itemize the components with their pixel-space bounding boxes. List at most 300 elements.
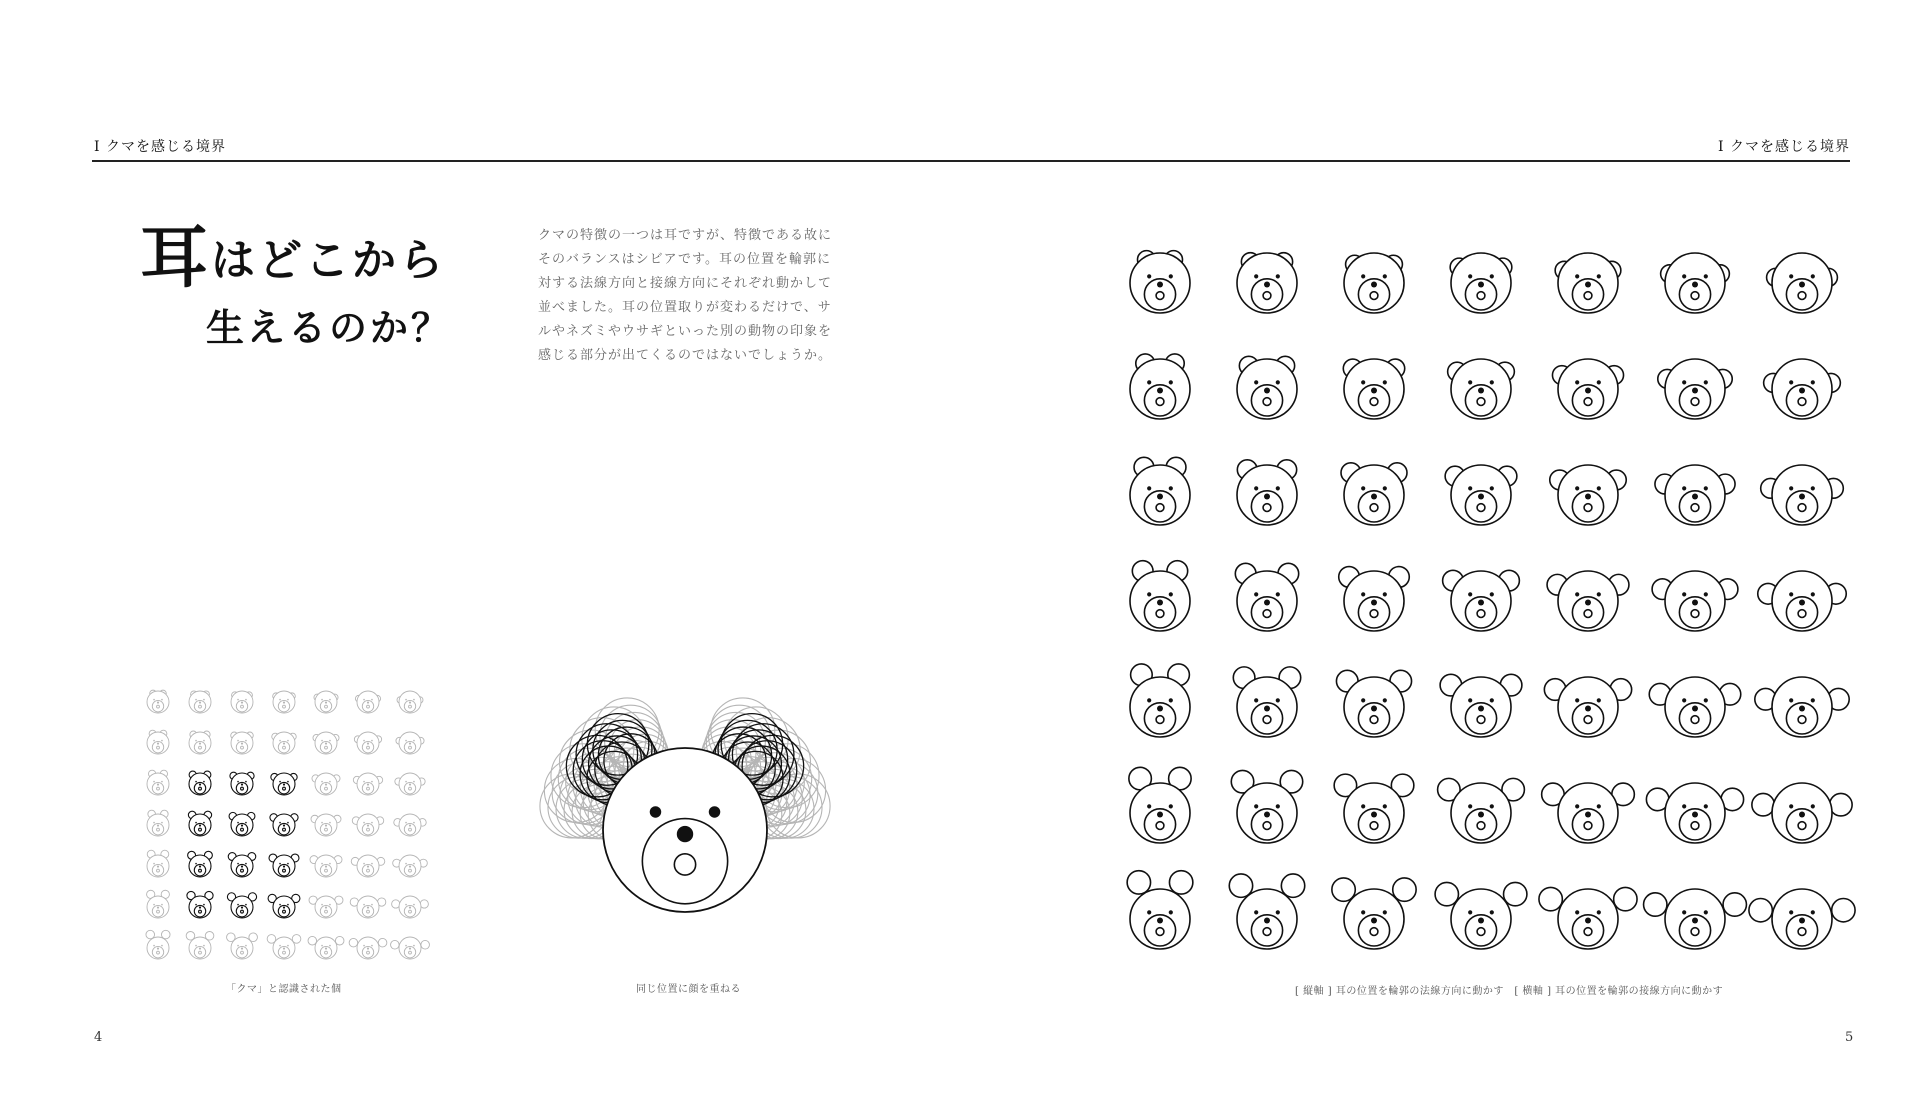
eye	[650, 806, 661, 817]
bear-face	[1237, 460, 1297, 525]
mouth	[283, 705, 286, 708]
eye	[287, 781, 289, 783]
bear-face	[1555, 253, 1621, 313]
eye	[1276, 274, 1280, 278]
mouth	[241, 828, 244, 831]
eye	[363, 822, 365, 824]
eye	[287, 740, 289, 742]
eye	[1704, 804, 1708, 808]
mouth	[367, 910, 370, 913]
eye	[237, 699, 239, 701]
recognized-bear-grid	[130, 680, 430, 970]
eye	[245, 822, 247, 824]
bear-face	[1435, 882, 1527, 949]
nose	[1692, 494, 1698, 500]
eye	[413, 945, 415, 947]
ear	[421, 940, 430, 949]
nose	[283, 783, 285, 785]
bear-face	[147, 690, 169, 713]
eye	[1276, 592, 1280, 596]
nose	[409, 865, 411, 867]
folio-left: 4	[94, 1030, 103, 1045]
mouth	[1798, 504, 1806, 512]
bear-face	[1445, 465, 1517, 525]
nose	[199, 701, 201, 703]
eye	[203, 863, 205, 865]
eye	[1276, 380, 1280, 384]
eye	[279, 945, 281, 947]
eye	[279, 863, 281, 865]
bear-face	[351, 855, 385, 877]
mouth	[1584, 292, 1592, 300]
bear-face	[1127, 871, 1193, 949]
mouth	[241, 705, 244, 708]
nose	[241, 742, 243, 744]
eye	[1276, 910, 1280, 914]
mouth	[1584, 610, 1592, 618]
bear-face	[1758, 571, 1846, 631]
small-grid-caption: 「クマ」と認識された個	[226, 984, 342, 995]
eye	[1597, 698, 1601, 702]
bear-face	[231, 732, 254, 754]
mouth	[1584, 398, 1592, 406]
mouth	[367, 828, 370, 831]
nose	[241, 783, 243, 785]
eye	[153, 699, 155, 701]
bear-face	[1749, 889, 1855, 949]
eye	[1468, 380, 1472, 384]
header-rule-left	[92, 160, 960, 162]
eye	[1811, 486, 1815, 490]
eye	[153, 863, 155, 865]
eye	[405, 781, 407, 783]
eye	[1597, 804, 1601, 808]
eye	[1597, 486, 1601, 490]
mouth	[241, 746, 244, 749]
mouth	[283, 951, 286, 954]
eye	[1704, 698, 1708, 702]
bear-face	[1334, 774, 1414, 843]
bear-face	[354, 732, 381, 754]
eye	[1490, 274, 1494, 278]
mouth	[325, 828, 328, 831]
bear-face	[1343, 359, 1404, 419]
running-head-left: I クマを感じる境界	[94, 139, 226, 155]
nose	[157, 906, 159, 908]
bear-face	[393, 855, 428, 877]
mouth	[1477, 822, 1485, 830]
eye	[195, 740, 197, 742]
bear-face	[1550, 465, 1626, 525]
bear-face	[272, 732, 296, 754]
mouth	[199, 828, 202, 831]
ear	[1830, 793, 1853, 816]
nose	[283, 906, 285, 908]
nose	[199, 865, 201, 867]
running-head-right: I クマを感じる境界	[1718, 139, 1850, 155]
bear-face	[352, 814, 383, 836]
mouth	[241, 869, 244, 872]
mouth	[199, 746, 202, 749]
eye	[371, 740, 373, 742]
nose	[1585, 706, 1591, 712]
eye	[1490, 380, 1494, 384]
eye	[413, 781, 415, 783]
eye	[237, 863, 239, 865]
eye	[321, 863, 323, 865]
nose	[1478, 494, 1484, 500]
mouth	[1156, 398, 1164, 406]
nose	[325, 742, 327, 744]
eye	[287, 904, 289, 906]
eye	[1597, 274, 1601, 278]
eye	[1575, 486, 1579, 490]
mouth	[325, 951, 328, 954]
eye	[279, 904, 281, 906]
nose	[1585, 812, 1591, 818]
nose	[325, 824, 327, 826]
nose	[199, 906, 201, 908]
eye	[413, 699, 415, 701]
bear-face	[268, 894, 300, 918]
nose	[1799, 388, 1805, 394]
nose	[409, 701, 411, 703]
eye	[329, 822, 331, 824]
mouth	[1798, 716, 1806, 724]
bear-face	[355, 691, 380, 713]
eye	[195, 781, 197, 783]
eye	[1169, 274, 1173, 278]
mouth	[1156, 928, 1164, 936]
nose	[1371, 600, 1377, 606]
mouth	[1156, 716, 1164, 724]
nose	[283, 865, 285, 867]
nose	[157, 865, 159, 867]
eye	[245, 781, 247, 783]
nose	[1478, 706, 1484, 712]
eye	[1147, 274, 1151, 278]
bear-face	[310, 855, 342, 877]
eye	[1575, 274, 1579, 278]
bear-face	[392, 896, 429, 918]
bear-face	[1752, 783, 1852, 843]
bear-face	[311, 814, 341, 836]
ear	[1435, 882, 1458, 905]
nose	[1478, 918, 1484, 924]
eye	[287, 863, 289, 865]
ear	[1832, 899, 1855, 922]
nose	[199, 742, 201, 744]
ear	[1539, 887, 1562, 910]
mouth	[1584, 822, 1592, 830]
nose	[1157, 918, 1163, 924]
nose	[367, 906, 369, 908]
eye	[329, 699, 331, 701]
eye	[1811, 804, 1815, 808]
nose	[199, 947, 201, 949]
folio-right: 5	[1845, 1030, 1854, 1045]
mouth	[1477, 716, 1485, 724]
ear	[146, 930, 155, 939]
mouth	[1798, 928, 1806, 936]
bear-face	[1129, 767, 1191, 843]
eye	[203, 904, 205, 906]
nose	[157, 824, 159, 826]
eye	[1490, 804, 1494, 808]
eye	[1575, 592, 1579, 596]
eye	[1169, 486, 1173, 490]
eye	[1468, 592, 1472, 596]
ear	[1229, 874, 1252, 897]
mouth	[199, 705, 202, 708]
nose	[199, 824, 201, 826]
mouth	[409, 951, 412, 954]
eye	[405, 740, 407, 742]
mouth	[1263, 610, 1271, 618]
mouth	[367, 705, 370, 708]
nose	[241, 865, 243, 867]
bear-face	[187, 891, 213, 918]
bear-face	[267, 935, 301, 959]
nose	[367, 783, 369, 785]
mouth	[1584, 504, 1592, 512]
nose	[1157, 282, 1163, 288]
mouth	[283, 746, 286, 749]
bear-face	[188, 811, 211, 836]
mouth	[1798, 610, 1806, 618]
eye	[279, 699, 281, 701]
headline-line-1-rest: はどこから	[211, 235, 447, 286]
eye	[329, 781, 331, 783]
bear-face	[273, 691, 296, 713]
mouth	[1691, 822, 1699, 830]
mouth	[325, 910, 328, 913]
eye	[405, 863, 407, 865]
eye	[1811, 698, 1815, 702]
mouth	[1370, 292, 1378, 300]
bear-face	[1438, 778, 1525, 843]
bear-face	[353, 773, 382, 795]
eye	[371, 781, 373, 783]
eye	[1361, 804, 1365, 808]
mouth	[674, 854, 695, 875]
bear-face	[147, 890, 170, 918]
eye	[1361, 486, 1365, 490]
bear-face	[1755, 677, 1849, 737]
mouth	[1691, 292, 1699, 300]
eye	[321, 781, 323, 783]
body-line: 感じる部分が出てくるのではないでしょうか。	[538, 348, 833, 363]
mouth	[1263, 928, 1271, 936]
nose	[1264, 494, 1270, 500]
bear-face	[391, 937, 430, 959]
eye	[237, 904, 239, 906]
nose	[367, 701, 369, 703]
eye	[153, 945, 155, 947]
eye	[1490, 698, 1494, 702]
eye	[1597, 592, 1601, 596]
bear-face	[1336, 670, 1411, 737]
nose	[1585, 494, 1591, 500]
eye	[329, 740, 331, 742]
eye	[1361, 698, 1365, 702]
bear-face	[188, 851, 213, 877]
large-grid-caption: [ 縦軸 ] 耳の位置を輪郭の法線方向に動かす [ 横軸 ] 耳の位置を輪郭の接線方向に動かす	[1295, 986, 1724, 997]
mouth	[1691, 716, 1699, 724]
mouth	[367, 746, 370, 749]
eye	[245, 699, 247, 701]
bear-face	[1339, 567, 1410, 631]
nose	[1692, 812, 1698, 818]
mouth	[199, 951, 202, 954]
eye	[1682, 804, 1686, 808]
eye	[1383, 698, 1387, 702]
eye	[153, 781, 155, 783]
eye	[1789, 698, 1793, 702]
eye	[329, 863, 331, 865]
eye	[371, 945, 373, 947]
eye	[1789, 592, 1793, 596]
nose	[409, 742, 411, 744]
bear-face	[189, 691, 211, 713]
nose	[1478, 600, 1484, 606]
mouth	[1263, 504, 1271, 512]
eye	[237, 740, 239, 742]
bear-face	[1440, 674, 1522, 737]
bear-face	[227, 933, 258, 959]
eye	[1383, 486, 1387, 490]
eye	[287, 822, 289, 824]
eye	[1361, 274, 1365, 278]
mouth	[241, 910, 244, 913]
mouth	[241, 951, 244, 954]
ear	[378, 938, 387, 947]
bear-face	[231, 691, 253, 713]
bear-face	[271, 773, 297, 795]
eye	[371, 822, 373, 824]
eye	[321, 904, 323, 906]
bear-face	[1448, 359, 1515, 419]
bear-face	[1229, 874, 1304, 949]
mouth	[199, 787, 202, 790]
eye	[1276, 486, 1280, 490]
bear-face	[1235, 563, 1298, 631]
eye	[371, 904, 373, 906]
mouth	[1584, 716, 1592, 724]
eye	[245, 863, 247, 865]
bear-face	[1767, 253, 1838, 313]
bear-face	[1649, 677, 1741, 737]
nose	[1585, 388, 1591, 394]
ear	[1281, 874, 1304, 897]
nose	[1478, 812, 1484, 818]
bear-face	[1332, 878, 1416, 949]
nose	[367, 865, 369, 867]
bear-face	[394, 814, 426, 836]
eye	[1147, 380, 1151, 384]
body-line: 並べました。耳の位置取りが変わるだけで、サ	[538, 300, 832, 315]
mouth	[1477, 504, 1485, 512]
bear-face	[269, 854, 299, 877]
headline	[140, 218, 470, 357]
mouth	[367, 951, 370, 954]
eye	[153, 904, 155, 906]
nose	[1157, 388, 1163, 394]
body-text	[538, 224, 838, 368]
nose	[283, 742, 285, 744]
mouth	[157, 910, 160, 913]
eye	[161, 740, 163, 742]
eye	[1789, 804, 1793, 808]
mouth	[157, 787, 160, 790]
eye	[195, 699, 197, 701]
eye	[237, 822, 239, 824]
nose	[1692, 706, 1698, 712]
mouth	[325, 705, 328, 708]
eye	[329, 904, 331, 906]
bear-face	[1341, 463, 1407, 525]
mouth	[283, 787, 286, 790]
bear-face	[1661, 253, 1730, 313]
bear-face	[189, 771, 211, 795]
eye	[363, 945, 365, 947]
mouth	[1584, 928, 1592, 936]
eye	[1811, 910, 1815, 914]
mouth	[1156, 292, 1164, 300]
mouth	[409, 705, 412, 708]
eye	[203, 781, 205, 783]
mouth	[1263, 822, 1271, 830]
mouth	[1370, 398, 1378, 406]
bear-face	[312, 773, 340, 795]
eye	[287, 699, 289, 701]
nose	[241, 701, 243, 703]
eye	[1682, 486, 1686, 490]
eye	[1254, 592, 1258, 596]
eye	[287, 945, 289, 947]
bear-face	[1130, 664, 1190, 737]
eye	[405, 699, 407, 701]
headline-line-2: 生えるのか？	[206, 305, 453, 350]
eye	[709, 806, 720, 817]
eye	[1254, 804, 1258, 808]
eye	[371, 863, 373, 865]
bear-face	[308, 936, 344, 959]
eye	[161, 945, 163, 947]
eye	[245, 945, 247, 947]
ear	[1752, 793, 1775, 816]
headline-line-1	[140, 218, 470, 298]
eye	[1811, 274, 1815, 278]
nose	[1264, 388, 1270, 394]
body-line: 対する法線方向と接線方向にそれぞれ動かして	[538, 276, 833, 291]
eye	[1169, 592, 1173, 596]
eye	[1468, 274, 1472, 278]
bear-face	[230, 772, 254, 795]
eye	[1704, 486, 1708, 490]
eye	[203, 945, 205, 947]
bear-face	[1539, 887, 1637, 949]
eye	[1597, 910, 1601, 914]
mouth	[1798, 398, 1806, 406]
bear-face	[396, 732, 424, 754]
eye	[195, 904, 197, 906]
eye	[1490, 592, 1494, 596]
eye	[279, 740, 281, 742]
eye	[1383, 274, 1387, 278]
nose	[367, 947, 369, 949]
nose	[1585, 282, 1591, 288]
